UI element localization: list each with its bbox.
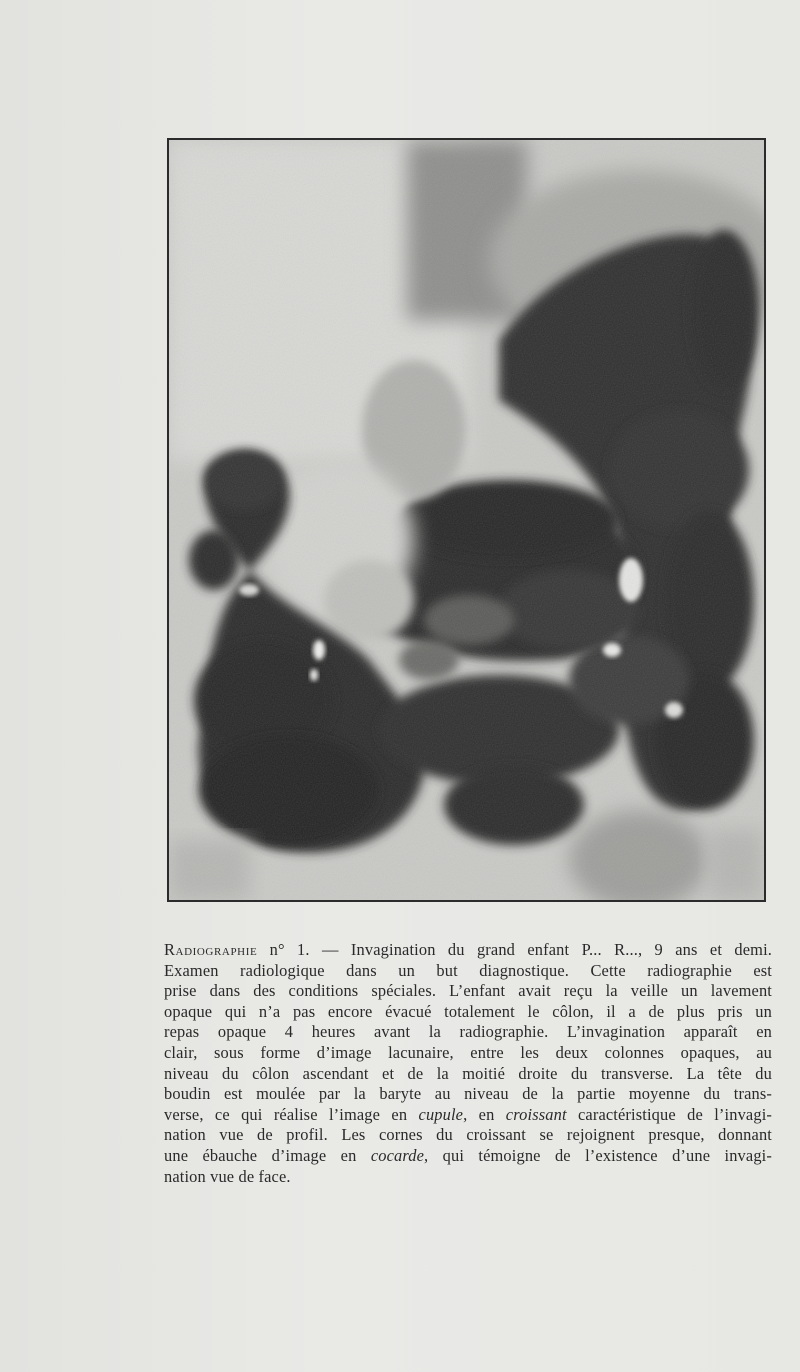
- caption-line-6: clair, sous forme d’image lacunaire, entre les deux colonnes opaques, au: [164, 1042, 772, 1062]
- caption-dash: —: [322, 940, 339, 959]
- caption-line-11: [164, 1146, 772, 1167]
- caption-label: Radiographie: [164, 940, 258, 959]
- caption-line-5: repas opaque 4 heures avant la radiographie. L’invagination apparaît en: [164, 1022, 772, 1042]
- caption-text: , en: [463, 1104, 506, 1124]
- caption-text: une ébauche d’image en: [164, 1145, 371, 1165]
- caption-line-3: prise dans des conditions spéciales. L’enfant avait reçu la veille un lavement: [164, 981, 772, 1001]
- caption-line-7: niveau du côlon ascendant et de la moitié droite du transverse. La tête du: [164, 1063, 772, 1083]
- caption-emphasis: cupule: [418, 1104, 464, 1124]
- caption-line-4: opaque qui n’a pas encore évacué totalement le côlon, il a de plus pris un: [164, 1001, 772, 1021]
- caption-title: Invagination du grand enfant P... R..., 9 ans et demi.: [350, 940, 773, 959]
- caption-line-12: nation vue de face.: [164, 1166, 291, 1186]
- radiograph-plate: [167, 138, 766, 902]
- caption-emphasis: cocarde: [370, 1145, 425, 1165]
- xray-image: [169, 140, 764, 900]
- caption-line-10: nation vue de profil. Les cornes du croissant se rejoignent presque, donnant: [164, 1125, 772, 1145]
- caption-line-8: boudin est moulée par la baryte au niveau de la partie moyenne du trans-: [164, 1084, 772, 1104]
- caption-line-1: [164, 940, 772, 961]
- figure-caption: [164, 940, 772, 1187]
- caption-line-9: [164, 1105, 772, 1126]
- caption-emphasis: croissant: [505, 1104, 567, 1124]
- caption-text: verse, ce qui réalise l’image en: [164, 1104, 419, 1124]
- caption-text: , qui témoigne de l’existence d’une invagi-: [424, 1145, 772, 1165]
- caption-number: n° 1.: [269, 940, 310, 959]
- caption-text: caractéristique de l’invagi-: [566, 1104, 773, 1124]
- caption-line-2: Examen radiologique dans un but diagnostique. Cette radiographie est: [164, 960, 772, 980]
